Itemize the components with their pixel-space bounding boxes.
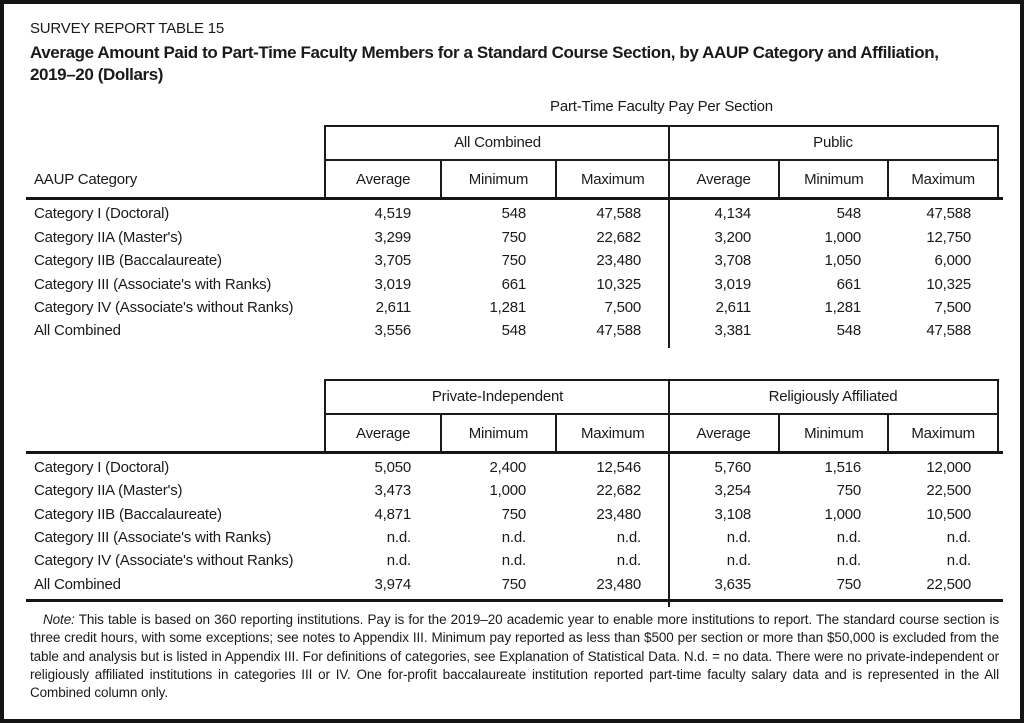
table-row (30, 456, 999, 479)
table-section-private-religious (30, 379, 999, 602)
group-header: Religiously Affiliated (768, 387, 898, 405)
value-cell: 23,480 (596, 505, 641, 523)
table-number: SURVEY REPORT TABLE 15 (30, 20, 225, 37)
value-cell: n.d. (616, 552, 641, 570)
value-cell: 3,473 (374, 482, 411, 500)
column-header: Maximum (887, 161, 996, 197)
value-cell: 3,299 (374, 228, 411, 246)
column-header-box (324, 379, 999, 451)
value-cell: n.d. (616, 528, 641, 546)
value-cell: 10,500 (926, 505, 971, 523)
row-label: Category I (Doctoral) (34, 205, 170, 223)
value-cell: 3,108 (714, 505, 751, 523)
value-cell: 23,480 (596, 575, 641, 593)
value-cell: 661 (501, 275, 526, 293)
row-label: Category I (Doctoral) (34, 458, 170, 476)
value-cell: 22,500 (926, 575, 971, 593)
column-header: Average (356, 424, 411, 442)
value-cell: 12,000 (926, 458, 971, 476)
row-label: Category IIA (Master's) (34, 228, 183, 246)
value-cell: 3,019 (374, 275, 411, 293)
value-cell: 1,050 (824, 252, 861, 270)
value-cell: 23,480 (596, 252, 641, 270)
table-row (30, 502, 999, 525)
value-cell: 2,400 (489, 458, 526, 476)
table-row (30, 249, 999, 272)
table-row (30, 549, 999, 572)
page-title: Average Amount Paid to Part-Time Faculty Members for a Standard Course Section, by AAUP Category and Affiliation, 2019–20 (Dollars) (30, 43, 939, 85)
row-label: All Combined (34, 575, 121, 593)
value-cell: 5,050 (374, 458, 411, 476)
value-cell: 1,000 (489, 482, 526, 500)
value-cell: 3,556 (374, 322, 411, 340)
value-cell: 548 (501, 322, 526, 340)
table-section-all-combined-public (30, 125, 999, 342)
row-label: Category III (Associate's with Ranks) (34, 528, 272, 546)
value-cell: 750 (836, 575, 861, 593)
value-cell: n.d. (726, 528, 751, 546)
value-cell: 12,750 (926, 228, 971, 246)
table-bottom-rule (26, 599, 1003, 602)
value-cell: n.d. (501, 528, 526, 546)
value-cell: 6,000 (934, 252, 971, 270)
value-cell: 750 (836, 482, 861, 500)
table-row (30, 479, 999, 502)
value-cell: 750 (501, 228, 526, 246)
row-label: Category IIB (Baccalaureate) (34, 252, 222, 270)
column-header-box (324, 125, 999, 197)
value-cell: 1,000 (824, 505, 861, 523)
value-cell: n.d. (726, 552, 751, 570)
value-cell: 47,588 (926, 205, 971, 223)
group-header-row (326, 127, 997, 161)
column-header: Minimum (778, 161, 887, 197)
value-cell: 750 (501, 505, 526, 523)
row-label: Category IIA (Master's) (34, 482, 183, 500)
value-cell: 4,871 (374, 505, 411, 523)
spanner-header: Part-Time Faculty Pay Per Section (550, 98, 773, 116)
value-cell: 4,134 (714, 205, 751, 223)
table-row (30, 526, 999, 549)
value-cell: 22,682 (596, 482, 641, 500)
group-divider-line (668, 379, 670, 607)
footnote-text: This table is based on 360 reporting institutions. Pay is for the 2019–20 academic year to enable more institutions to report. The standard course section is three credit hours, with some exceptions; see notes to Appendix III. Minimum pay reported as less than $500 per section or more than $50,000 is excluded from the table and analysis but is listed in Appendix III. For definitions of categories, see Explanation of Statistical Data. N.d. = no data. There were no private-independent or religiously affiliated institutions in categories III or IV. One for-profit baccalaureate institution reported part-time faculty salary data and is represented in the All Combined column only. (30, 611, 999, 701)
value-cell: n.d. (386, 528, 411, 546)
row-header-label: AAUP Category (34, 171, 138, 189)
value-cell: 22,500 (926, 482, 971, 500)
value-cell: 10,325 (596, 275, 641, 293)
column-header: Maximum (887, 415, 996, 451)
column-header: Maximum (555, 415, 669, 451)
sub-header-row (326, 161, 997, 197)
footnote (30, 611, 999, 703)
row-label: Category IV (Associate's without Ranks) (34, 298, 294, 316)
value-cell: n.d. (836, 552, 861, 570)
column-header: Minimum (778, 415, 887, 451)
row-label: Category IV (Associate's without Ranks) (34, 552, 294, 570)
value-cell: n.d. (386, 552, 411, 570)
value-cell: 2,611 (715, 298, 751, 316)
table-header (30, 379, 999, 451)
value-cell: 1,000 (824, 228, 861, 246)
table-body (30, 200, 999, 342)
value-cell: 47,588 (596, 322, 641, 340)
column-header: Average (696, 424, 751, 442)
column-header: Minimum (440, 415, 554, 451)
value-cell: 10,325 (926, 275, 971, 293)
value-cell: 1,281 (489, 298, 526, 316)
value-cell: 750 (501, 252, 526, 270)
sub-header-row (326, 415, 997, 451)
value-cell: 22,682 (596, 228, 641, 246)
value-cell: 3,254 (714, 482, 751, 500)
group-header: Public (813, 134, 853, 152)
value-cell: 1,516 (824, 458, 861, 476)
value-cell: 4,519 (374, 205, 411, 223)
value-cell: n.d. (836, 528, 861, 546)
group-header: All Combined (454, 134, 541, 152)
table-row (30, 296, 999, 319)
table-row (30, 572, 999, 595)
table-row (30, 202, 999, 225)
value-cell: 7,500 (934, 298, 971, 316)
value-cell: 3,705 (374, 252, 411, 270)
value-cell: 2,611 (375, 298, 411, 316)
value-cell: 548 (501, 205, 526, 223)
column-header: Average (356, 171, 411, 189)
row-label: All Combined (34, 322, 121, 340)
column-header: Minimum (440, 161, 554, 197)
row-label: Category III (Associate's with Ranks) (34, 275, 272, 293)
value-cell: 5,760 (714, 458, 751, 476)
value-cell: 47,588 (926, 322, 971, 340)
table-row (30, 319, 999, 342)
value-cell: 3,200 (714, 228, 751, 246)
value-cell: 750 (501, 575, 526, 593)
value-cell: 548 (836, 322, 861, 340)
row-label: Category IIB (Baccalaureate) (34, 505, 222, 523)
value-cell: n.d. (501, 552, 526, 570)
value-cell: 3,635 (714, 575, 751, 593)
value-cell: n.d. (946, 528, 971, 546)
value-cell: 548 (836, 205, 861, 223)
group-header: Private-Independent (431, 387, 564, 405)
column-header: Maximum (555, 161, 669, 197)
row-header-spacer (30, 379, 324, 451)
value-cell: 47,588 (596, 205, 641, 223)
table-row (30, 272, 999, 295)
table-header (30, 125, 999, 197)
footnote-label: Note: (43, 611, 75, 627)
value-cell: n.d. (946, 552, 971, 570)
value-cell: 661 (836, 275, 861, 293)
value-cell: 3,381 (714, 322, 751, 340)
value-cell: 12,546 (596, 458, 641, 476)
value-cell: 1,281 (824, 298, 861, 316)
value-cell: 7,500 (604, 298, 641, 316)
group-header-row (326, 381, 997, 415)
group-divider-line (668, 125, 670, 347)
value-cell: 3,019 (714, 275, 751, 293)
value-cell: 3,708 (714, 252, 751, 270)
column-header: Average (696, 171, 751, 189)
table-body (30, 454, 999, 596)
value-cell: 3,974 (374, 575, 411, 593)
table-row (30, 226, 999, 249)
